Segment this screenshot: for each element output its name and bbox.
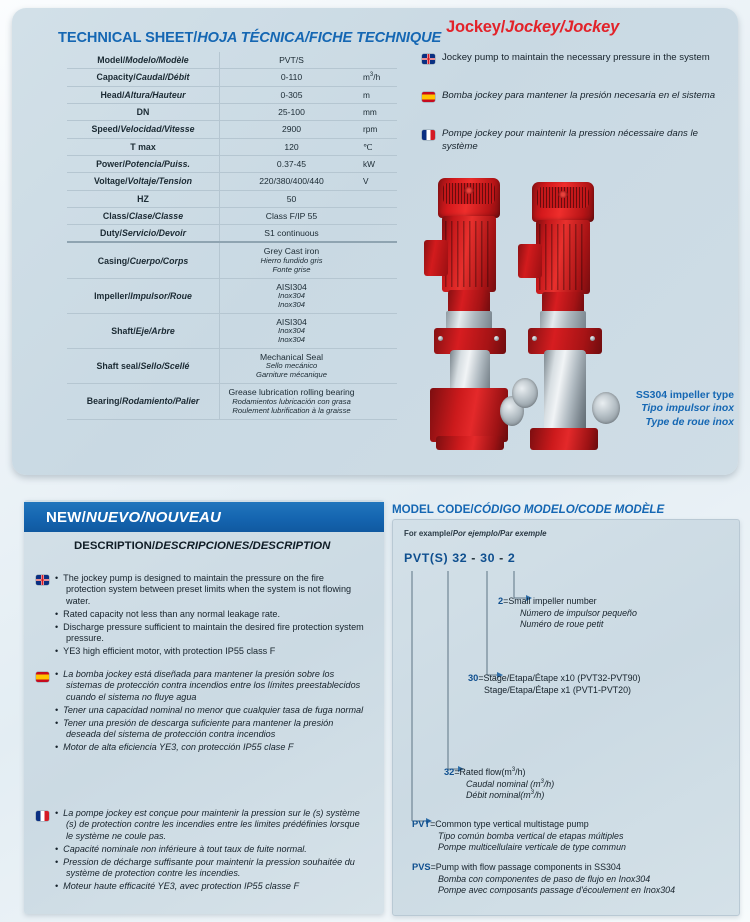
list-item: • La pompe jockey est conçue pour maintenir la pression sur le (s) système (s) de protection contre les incendies entre les limites prédéfinies lorsque le système ne coule pas. [55,808,366,842]
model-code-item-line2: Tipo común bomba vertical de etapas múltiples [438,830,624,841]
technical-sheet-title-es-fr: HOJA TÉCNICA/FICHE TECHNIQUE [197,30,442,46]
list-item: • Tener una capacidad nominal no menor que cualquier tasa de fuga normal [55,705,366,716]
list-item: • La bomba jockey está diseñada para mantener la presión sobre los sistemas de protección contra incendios entre los límites preestablecidos cuando el sistema no fluye agua [55,669,366,703]
spec-value: 120 [284,141,299,152]
fan-hub-icon [558,191,568,198]
table-row [67,225,397,243]
list-item: • Motor de alta eficiencia YE3, con protección IP55 clase F [55,742,366,753]
impeller-caption-line2: Tipo impulsor inox [641,403,734,415]
description-bullets-es [55,669,366,755]
list-item: • Discharge pressure sufficient to maintain the desired fire protection system pressure. [55,622,366,645]
spec-value: PVT/S [279,55,304,65]
spec-unit: V [363,176,369,187]
pump-left [420,178,524,468]
description-block-fr [36,808,366,894]
model-code-item-line2: Stage/Etapa/Étape x1 (PVT1-PVT20) [484,684,632,695]
spec-value: 0-110 [280,72,303,83]
new-banner-upright: NEW/ [46,508,86,526]
head-bolt [532,336,537,341]
description-bullets-fr [55,808,366,894]
technical-sheet-title-en: TECHNICAL SHEET/ [58,30,198,46]
table-row [67,121,397,138]
model-code-item-key: 2 [498,596,504,606]
list-item: • Pression de décharge suffisante pour maintenir la pression souhaitée du système de protection contre les incendies. [55,857,366,880]
spain-flag-icon [422,92,435,102]
list-item: • Moteur haute efficacité YE3, avec protection IP55 classe F [55,881,366,892]
table-row [67,349,397,384]
impeller-caption-line3: Type de roue inox [645,416,734,428]
spec-unit [363,242,397,278]
new-banner-italic: NUEVO/NOUVEAU [85,508,222,526]
list-item: • The jockey pump is designed to maintain the pressure on the fire protection system between preset limits when the system is not flowing water. [55,573,366,607]
spec-value: 0.37-45 [276,158,307,169]
spec-value: 25-100 [278,106,305,117]
technical-sheet-title [58,30,442,46]
description-heading-italic: DESCRIPCIONES/DESCRIPTION [155,540,331,552]
spec-label: Voltage/Voltaje/Tension [67,173,220,190]
model-code-item-flow [444,766,554,802]
pump-fan-hood-left [438,178,500,218]
model-code-item-line3: Pompe multicellulaire verticale de type commun [438,842,626,853]
model-code-item-line3: Débit $nominal(m^3/h)$ [466,790,545,801]
list-item: • Capacité nominale non inférieure à tout taux de fuite normal. [55,844,366,855]
spec-unit [363,207,397,224]
model-code-prefix: PVT(S) [404,551,449,565]
discharge-flange-right [512,378,538,408]
spec-label: HZ [67,190,220,207]
jockey-heading-italic: Jockey/Jockey [505,18,620,36]
pump-barrel-right [544,350,586,432]
spec-value: AISI304 Inox304 Inox304 [276,281,307,309]
table-row [67,173,397,190]
jockey-line-es [422,90,722,103]
list-item: • Tener una presión de descarga suficiente para mantener la presión deseada del sistema de protección contra incendios [55,718,366,741]
table-row [67,313,397,348]
list-item: • YE3 high efficient motor, with protection IP55 class F [55,646,366,657]
spec-label: Shaft/Eje/Arbre [67,313,220,348]
table-row [67,384,397,419]
spec-unit: ℃ [363,141,373,152]
model-code-item-line1: =Stage/Etapa/Étape x10 (PVT32-PVT90) [478,673,641,683]
head-bolt [494,336,499,341]
spec-label: Model/Modelo/Modèle [67,52,220,69]
spec-label: Speed/Velocidad/Vitesse [67,121,220,138]
spec-value: Grease lubrication rolling bearing Rodamientos lubricación con grasa Roulement lubrification à la graisse [228,387,355,415]
spec-label: T max [67,138,220,155]
spec-unit: kW [363,159,375,170]
model-code-impeller: 2 [507,551,516,565]
france-flag-icon [36,811,49,821]
technical-sheet-card [12,8,738,475]
table-row [67,207,397,224]
spec-value: 50 [286,193,297,204]
head-bolt [438,336,443,341]
pump-foot-left [436,436,504,450]
model-code-item-key: 30 [468,673,479,683]
uk-flag-icon [422,54,435,64]
description-heading-upright: DESCRIPTION/ [74,540,156,552]
jockey-line-en-text: Jockey pump to maintain the necessary pressure in the system [442,52,710,63]
spec-label: Head/Altura/Hauteur [67,86,220,103]
spec-unit: mm [363,107,377,118]
model-code-stage: 30 [480,551,496,565]
table-row [67,52,397,69]
model-code-title-upright: MODEL CODE/ [392,503,474,516]
spain-flag-icon [36,672,49,682]
model-code-item-line1: =Pump with flow passage components in SS304 [430,862,621,872]
france-flag-icon [422,130,435,140]
spec-value: AISI304 Inox304 Inox304 [276,316,307,345]
spec-value: Mechanical Seal Sello mecánico Garniture mécanique [256,352,327,380]
spec-unit [363,349,397,384]
jockey-heading-upright: Jockey/ [446,18,506,36]
model-code-item-key: PVT [412,819,431,829]
model-code-item-impeller [498,595,637,631]
spec-unit [363,52,397,69]
model-code-item-line1: =Rated $flow(m^3/h)$ [454,767,526,777]
motor-fins [445,221,493,288]
spec-label: Impeller/Impulsor/Roue [67,278,220,313]
pump-base-left [430,388,508,442]
pump-foot-right [530,428,598,450]
pump-motor-right [536,220,590,294]
table-row [67,86,397,103]
spec-label: Power/Potencia/Puiss. [67,155,220,172]
model-code-example-upright: For example/ [404,529,453,538]
spec-value: 220/380/400/440 [259,176,324,187]
spec-label: Bearing/Rodamiento/Palier [67,384,220,419]
table-row [67,69,397,86]
jockey-line-fr [422,128,722,153]
model-code-item-line2: Caudal nominal $(m^3/h)$ [466,778,555,789]
spec-value: Class F/IP 55 [265,210,318,221]
pump-fan-hood-right [532,182,594,222]
model-code-sep2: - [499,551,504,565]
model-code-example-italic: Por ejemplo/Par exemple [452,529,547,538]
table-row [67,278,397,313]
description-block-es [36,669,366,755]
table-row [67,242,397,278]
model-code-item-line1: =Common type vertical multistage pump [430,819,589,829]
spec-label: Capacity/Caudal/Débit [67,69,220,86]
impeller-type-caption [586,389,734,429]
pump-motor-left [442,216,496,292]
jockey-line-en [422,52,722,65]
model-code-item-line1: =Small impeller number [503,596,597,606]
model-code-item-key: 32 [444,767,455,777]
model-code-title-italic: CÓDIGO MODELO/CODE MODÈLE [473,503,665,516]
impeller-caption-line1: SS304 impeller type [635,390,734,401]
description-block-en [36,557,366,659]
spec-value: S1 continuous [264,228,319,239]
jockey-line-fr-text: Pompe jockey pour maintenir la pression nécessaire dans le système [442,128,698,152]
model-code-title [392,503,664,516]
spec-unit: rpm [363,124,378,135]
model-code-item-line3: Numéro de roue petit [520,619,604,630]
model-code-item-line2: Bomba con componentes de paso de flujo en Inox304 [438,873,651,884]
spec-unit [363,190,397,207]
spec-unit [363,225,397,243]
model-code-item-pvt [412,818,626,854]
model-code-item-key: PVS [412,862,431,872]
spec-label: Class/Clase/Classe [67,207,220,224]
spec-label: DN [67,103,220,120]
spec-value: 0-305 [280,89,303,100]
spec-unit: m [363,89,370,100]
spec-label: Casing/Cuerpo/Corps [67,242,220,278]
spec-value: 2900 [281,124,302,135]
model-code-item-stage [468,672,640,696]
terminal-box-left [424,240,448,276]
model-code-item-line3: Pompe avec composants passage d'écoulement en Inox304 [438,885,676,896]
spec-label: Shaft seal/Sello/Scellé [67,349,220,384]
head-bolt [590,336,595,341]
jockey-heading [446,18,619,37]
spec-unit [363,278,397,313]
table-row [67,138,397,155]
model-code-item-line2: Número de impulsor pequeño [520,607,637,618]
table-row [67,155,397,172]
list-item: • Rated capacity not less than any normal leakage rate. [55,609,366,620]
table-row [67,103,397,120]
table-row [67,190,397,207]
spec-unit: $m^3/h$ [363,72,381,83]
motor-fins [539,224,587,289]
fan-hub-icon [464,187,474,194]
spec-value: Grey Cast iron Hierro fundido gris Fonte grise [260,246,323,274]
jockey-line-es-text: Bomba jockey para mantener la presión necesaria en el sistema [442,90,716,101]
model-code-flow: 32 [452,551,468,565]
uk-flag-icon [36,575,49,585]
model-code-sep1: - [471,551,477,565]
model-code-item-pvs [412,861,675,897]
specification-table [67,52,397,420]
description-bullets-en [55,557,366,659]
terminal-box-right [518,244,542,278]
model-code-leader-lines [392,519,738,914]
spec-unit [363,313,397,348]
spec-label: Duty/Servicio/Devoir [67,225,220,243]
description-heading [74,540,330,552]
new-banner [24,502,384,532]
spec-unit [363,384,397,419]
